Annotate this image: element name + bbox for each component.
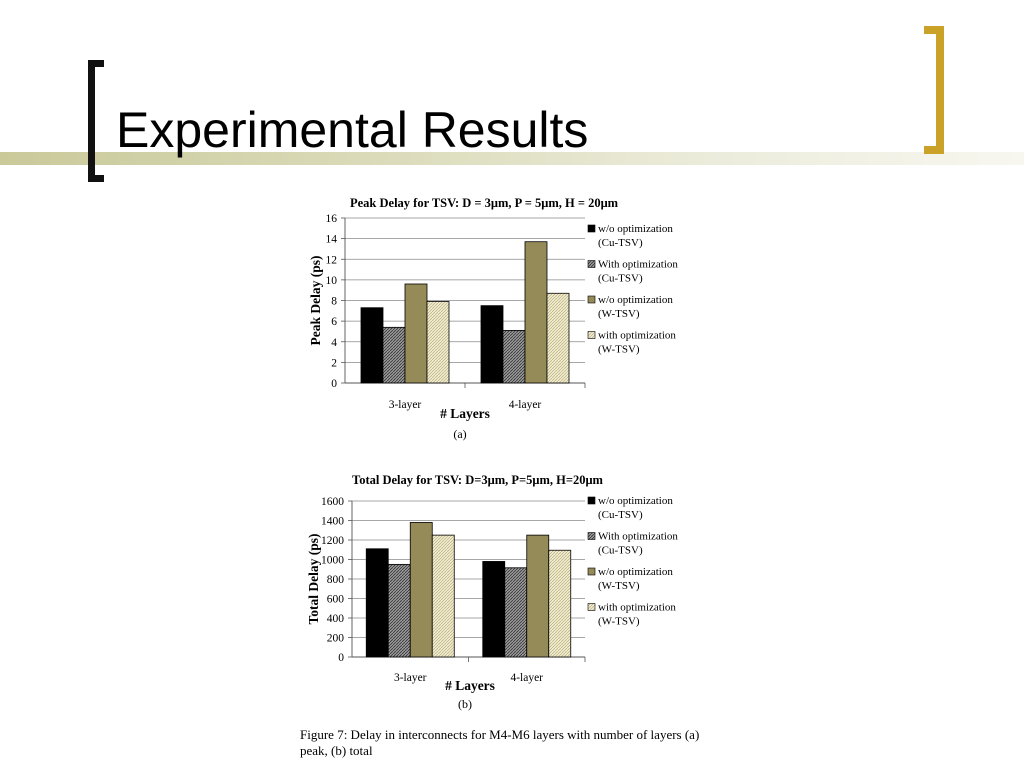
y-tick-label: 4: [331, 336, 337, 349]
bar: [383, 327, 405, 383]
x-tick-label: 4-layer: [510, 672, 544, 684]
y-tick-label: 16: [325, 213, 337, 225]
legend-swatch: [588, 296, 595, 303]
y-tick-label: 2: [331, 357, 337, 370]
y-tick-label: 1400: [321, 515, 344, 528]
x-axis-title: # Layers: [440, 406, 490, 421]
chart-sublabel: (b): [458, 697, 472, 711]
y-tick-label: 0: [331, 378, 337, 390]
legend-label: with optimization: [598, 601, 676, 614]
y-tick-label: 400: [326, 613, 344, 625]
x-tick-label: 4-layer: [508, 399, 542, 411]
y-axis-title: Peak Delay (ps): [308, 255, 323, 346]
legend-label: (W-TSV): [598, 308, 640, 320]
legend-label: (Cu-TSV): [598, 237, 643, 249]
bar: [549, 550, 571, 657]
bar: [405, 284, 427, 383]
bar: [483, 561, 505, 657]
y-tick-label: 14: [325, 233, 337, 246]
bar: [410, 522, 432, 657]
y-axis-title: Total Delay (ps): [306, 533, 321, 625]
legend-label: (W-TSV): [598, 615, 640, 628]
y-tick-label: 1600: [321, 496, 344, 508]
chart-sublabel: (a): [453, 427, 467, 441]
legend-label: With optimization: [598, 530, 678, 543]
legend-label: (Cu-TSV): [598, 509, 643, 521]
legend-label: (Cu-TSV): [598, 272, 643, 285]
y-tick-label: 200: [326, 632, 344, 645]
bar: [366, 549, 388, 657]
bar: [505, 568, 527, 657]
x-axis-title: # Layers: [445, 678, 495, 693]
x-tick-label: 3-layer: [393, 672, 427, 684]
bar: [432, 535, 454, 657]
y-tick-label: 6: [331, 316, 337, 329]
legend-swatch: [588, 604, 595, 611]
chart-title: Peak Delay for TSV: D = 3μm, P = 5μm, H = 20μm: [350, 196, 619, 210]
legend-swatch: [588, 225, 595, 232]
legend-label: w/o optimization: [598, 223, 673, 235]
legend-swatch: [588, 497, 595, 504]
slide-title: Experimental Results: [116, 102, 589, 158]
legend-swatch: [588, 533, 595, 540]
y-tick-label: 10: [325, 274, 337, 287]
y-tick-label: 8: [331, 295, 337, 308]
legend-swatch: [588, 332, 595, 339]
y-tick-label: 12: [325, 254, 337, 267]
legend-label: w/o optimization: [598, 566, 673, 578]
legend-label: with optimization: [598, 329, 676, 342]
y-tick-label: 0: [338, 652, 344, 664]
bar: [388, 564, 410, 657]
y-tick-label: 1200: [321, 535, 344, 547]
x-tick-label: 3-layer: [388, 399, 422, 411]
bar: [527, 535, 549, 657]
bar: [361, 308, 383, 383]
legend-label: (Cu-TSV): [598, 544, 643, 557]
bar: [503, 330, 525, 383]
legend-label: (W-TSV): [598, 580, 640, 592]
legend-label: w/o optimization: [598, 294, 673, 306]
y-tick-label: 600: [326, 593, 344, 606]
legend-label: (W-TSV): [598, 343, 640, 356]
bar: [481, 306, 503, 383]
legend-swatch: [588, 568, 595, 575]
y-tick-label: 800: [326, 574, 344, 586]
bar: [547, 293, 569, 383]
bar: [525, 242, 547, 383]
chart-title: Total Delay for TSV: D=3μm, P=5μm, H=20μm: [352, 473, 603, 487]
y-tick-label: 1000: [321, 554, 344, 567]
legend-label: w/o optimization: [598, 495, 673, 507]
figure-caption: Figure 7: Delay in interconnects for M4-M6 layers with number of layers (a) peak, (b) total: [300, 727, 700, 758]
legend-label: With optimization: [598, 258, 678, 271]
bar: [427, 302, 449, 383]
legend-swatch: [588, 261, 595, 268]
